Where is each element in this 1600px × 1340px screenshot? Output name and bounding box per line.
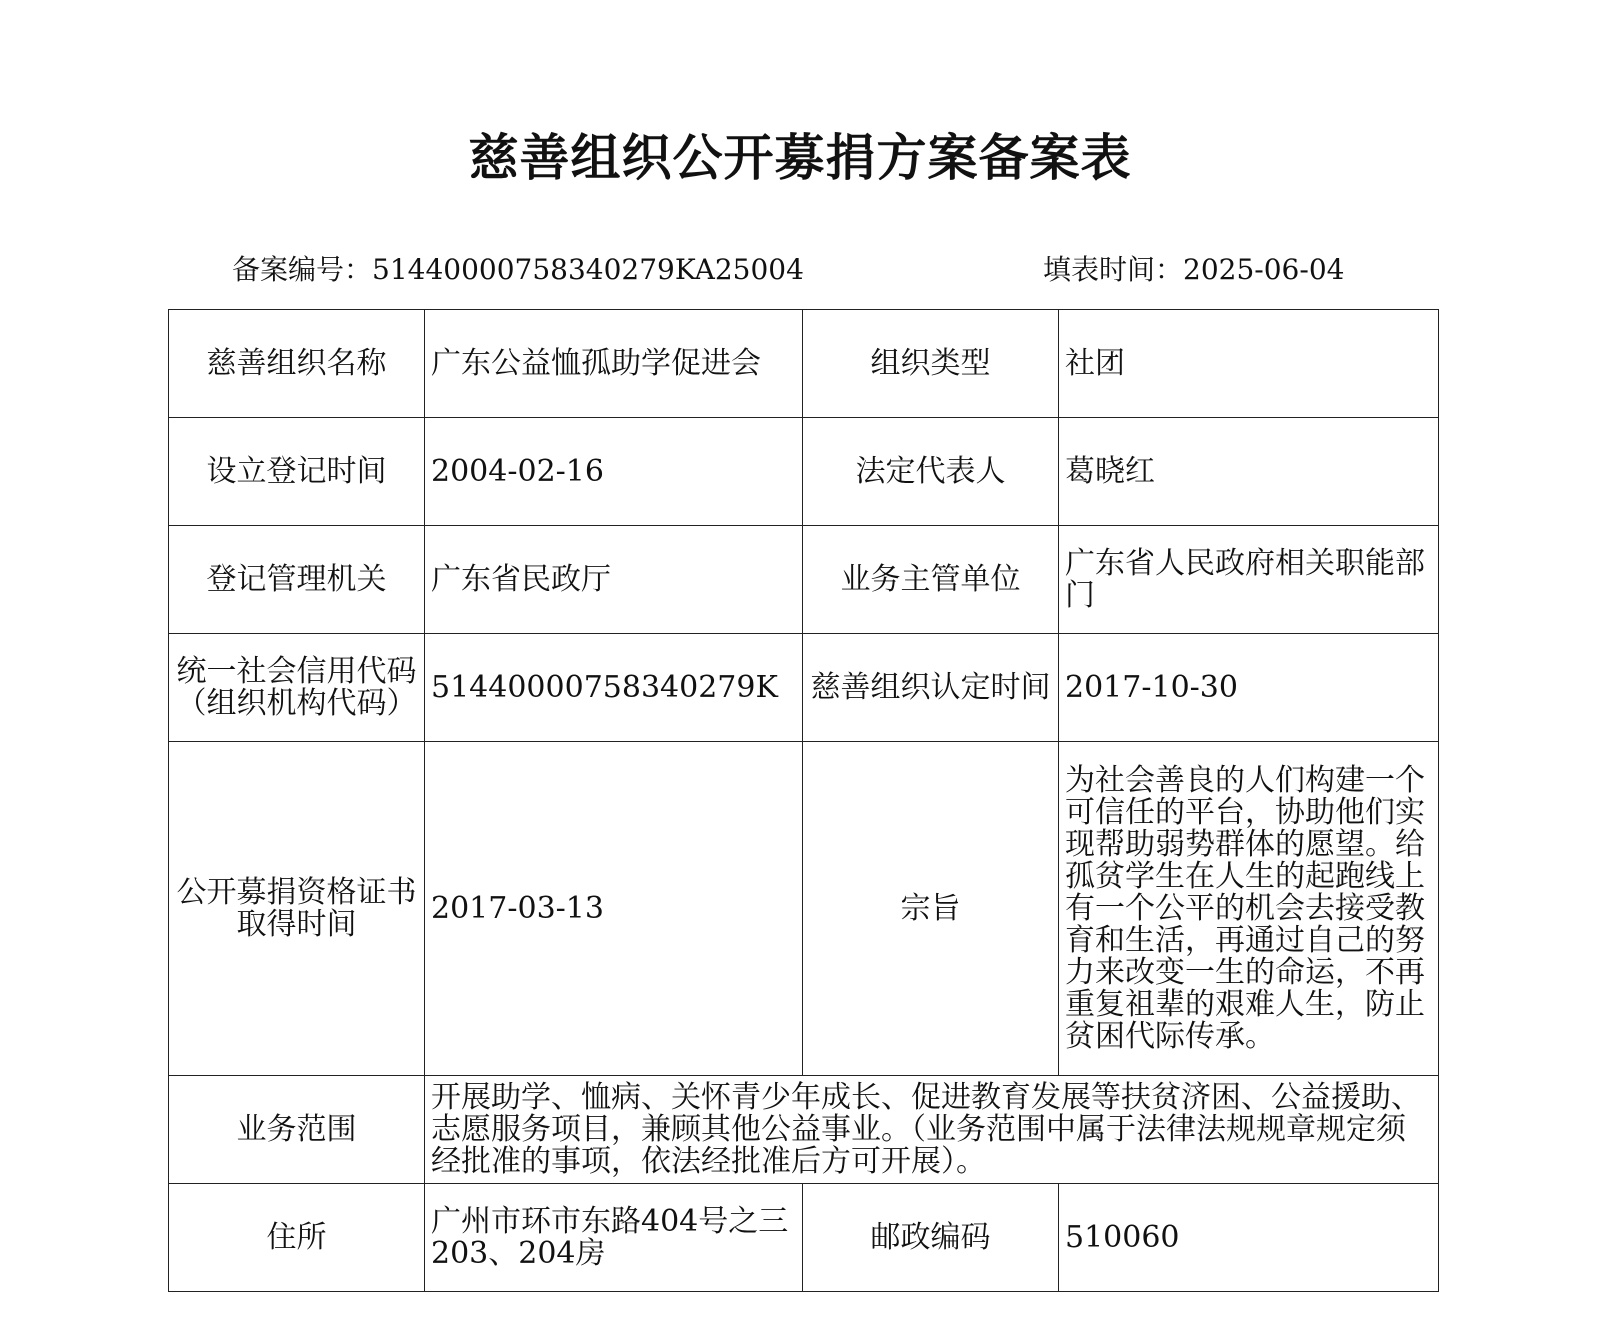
reg-date-value: 2004-02-16 <box>425 418 803 526</box>
table-row <box>169 418 1439 526</box>
fill-date-line <box>1043 248 1344 288</box>
registration-table <box>168 309 1439 1292</box>
org-name-value: 广东公益恤孤助学促进会 <box>425 310 803 418</box>
table-row <box>169 1076 1439 1184</box>
postcode-label: 邮政编码 <box>803 1184 1059 1292</box>
legal-rep-label: 法定代表人 <box>803 418 1059 526</box>
credit-code-label: 统一社会信用代码（组织机构代码） <box>169 634 425 742</box>
reg-date-label: 设立登记时间 <box>169 418 425 526</box>
record-number-value: 51440000758340279KA25004 <box>372 253 804 286</box>
org-name-label: 慈善组织名称 <box>169 310 425 418</box>
org-type-value: 社团 <box>1059 310 1439 418</box>
reg-authority-label: 登记管理机关 <box>169 526 425 634</box>
purpose-value: 为社会善良的人们构建一个可信任的平台，协助他们实现帮助弱势群体的愿望。给孤贫学生在人生的起跑线上有一个公平的机会去接受教育和生活，再通过自己的努力来改变一生的命运，不再重复祖辈的艰难人生，防止贫困代际传承。 <box>1059 742 1439 1076</box>
charity-date-label: 慈善组织认定时间 <box>803 634 1059 742</box>
record-number-label: 备案编号： <box>232 253 373 286</box>
org-type-label: 组织类型 <box>803 310 1059 418</box>
table-row <box>169 310 1439 418</box>
legal-rep-value: 葛晓红 <box>1059 418 1439 526</box>
cert-date-label: 公开募捐资格证书取得时间 <box>169 742 425 1076</box>
fill-date-label: 填表时间： <box>1043 253 1184 286</box>
table-row <box>169 1184 1439 1292</box>
scope-label: 业务范围 <box>169 1076 425 1184</box>
page-title: 慈善组织公开募捐方案备案表 <box>468 129 1132 187</box>
cert-date-value: 2017-03-13 <box>425 742 803 1076</box>
fill-date-value: 2025-06-04 <box>1183 253 1345 286</box>
purpose-label: 宗旨 <box>803 742 1059 1076</box>
supervisor-value: 广东省人民政府相关职能部门 <box>1059 526 1439 634</box>
scope-value: 开展助学、恤病、关怀青少年成长、促进教育发展等扶贫济困、公益援助、志愿服务项目，兼顾其他公益事业。（业务范围中属于法律法规规章规定须经批准的事项，依法经批准后方可开展）。 <box>425 1076 1439 1184</box>
reg-authority-value: 广东省民政厅 <box>425 526 803 634</box>
charity-date-value: 2017-10-30 <box>1059 634 1439 742</box>
table-row <box>169 526 1439 634</box>
table-row <box>169 634 1439 742</box>
supervisor-label: 业务主管单位 <box>803 526 1059 634</box>
record-number-line <box>232 248 804 288</box>
address-label: 住所 <box>169 1184 425 1292</box>
table-row <box>169 742 1439 1076</box>
credit-code-value: 51440000758340279K <box>425 634 803 742</box>
postcode-value: 510060 <box>1059 1184 1439 1292</box>
address-value: 广州市环市东路404号之三 203、204房 <box>425 1184 803 1292</box>
